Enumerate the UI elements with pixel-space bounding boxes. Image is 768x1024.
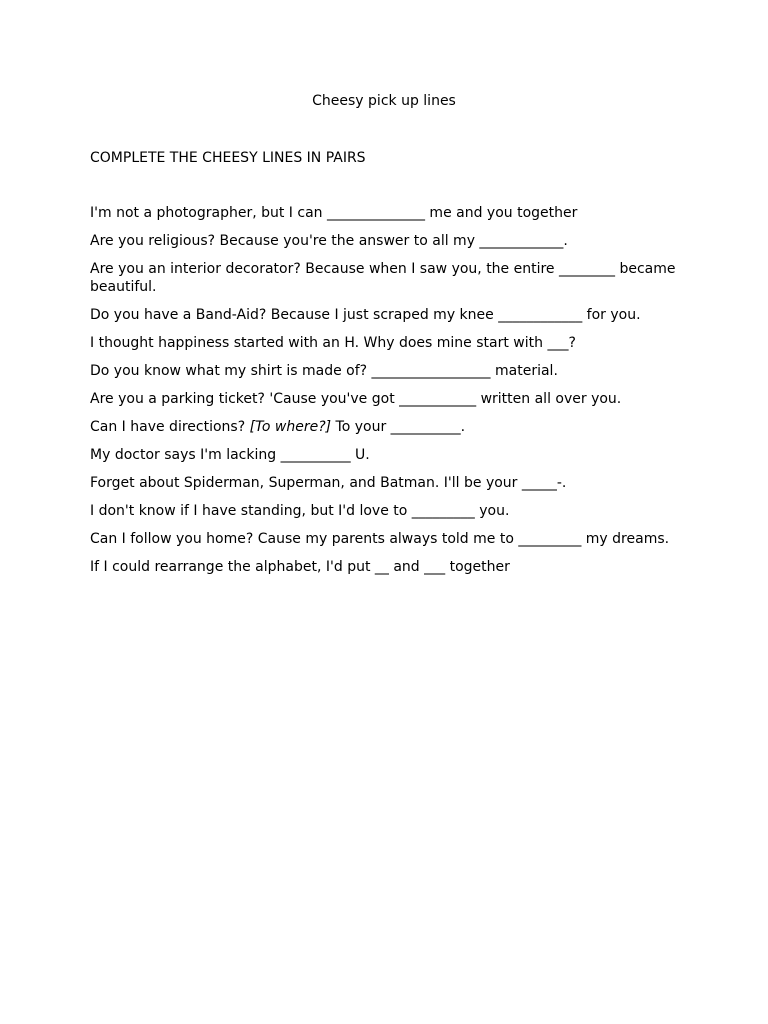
pickup-line	[90, 418, 680, 436]
pickup-line: I'm not a photographer, but I can ______________ me and you together	[90, 205, 578, 221]
pickup-line: If I could rearrange the alphabet, I'd put __ and ___ together	[90, 559, 510, 575]
document-title: Cheesy pick up lines	[312, 93, 456, 109]
pickup-line: Are you an interior decorator? Because when I saw you, the entire ________ became beautiful.	[90, 261, 676, 295]
pickup-line: I thought happiness started with an H. Why does mine start with ___?	[90, 335, 576, 351]
pickup-line-italic: [To where?]	[249, 419, 332, 435]
pickup-line: Are you religious? Because you're the answer to all my ____________.	[90, 233, 568, 249]
instruction-heading: COMPLETE THE CHEESY LINES IN PAIRS	[90, 150, 366, 166]
pickup-line: Forget about Spiderman, Superman, and Batman. I'll be your _____-.	[90, 475, 567, 491]
pickup-line-text: To your __________.	[331, 419, 466, 435]
pickup-line: My doctor says I'm lacking __________ U.	[90, 447, 370, 463]
pickup-line: Do you know what my shirt is made of? _________________ material.	[90, 363, 558, 379]
pickup-line: Can I follow you home? Cause my parents always told me to _________ my dreams.	[90, 531, 670, 547]
pickup-line: I don't know if I have standing, but I'd love to _________ you.	[90, 503, 510, 519]
pickup-line: Are you a parking ticket? 'Cause you've got ___________ written all over you.	[90, 391, 622, 407]
pickup-line-text: Can I have directions?	[90, 419, 250, 435]
pickup-lines-list	[90, 204, 680, 586]
pickup-line: Do you have a Band-Aid? Because I just scraped my knee ____________ for you.	[90, 307, 641, 323]
